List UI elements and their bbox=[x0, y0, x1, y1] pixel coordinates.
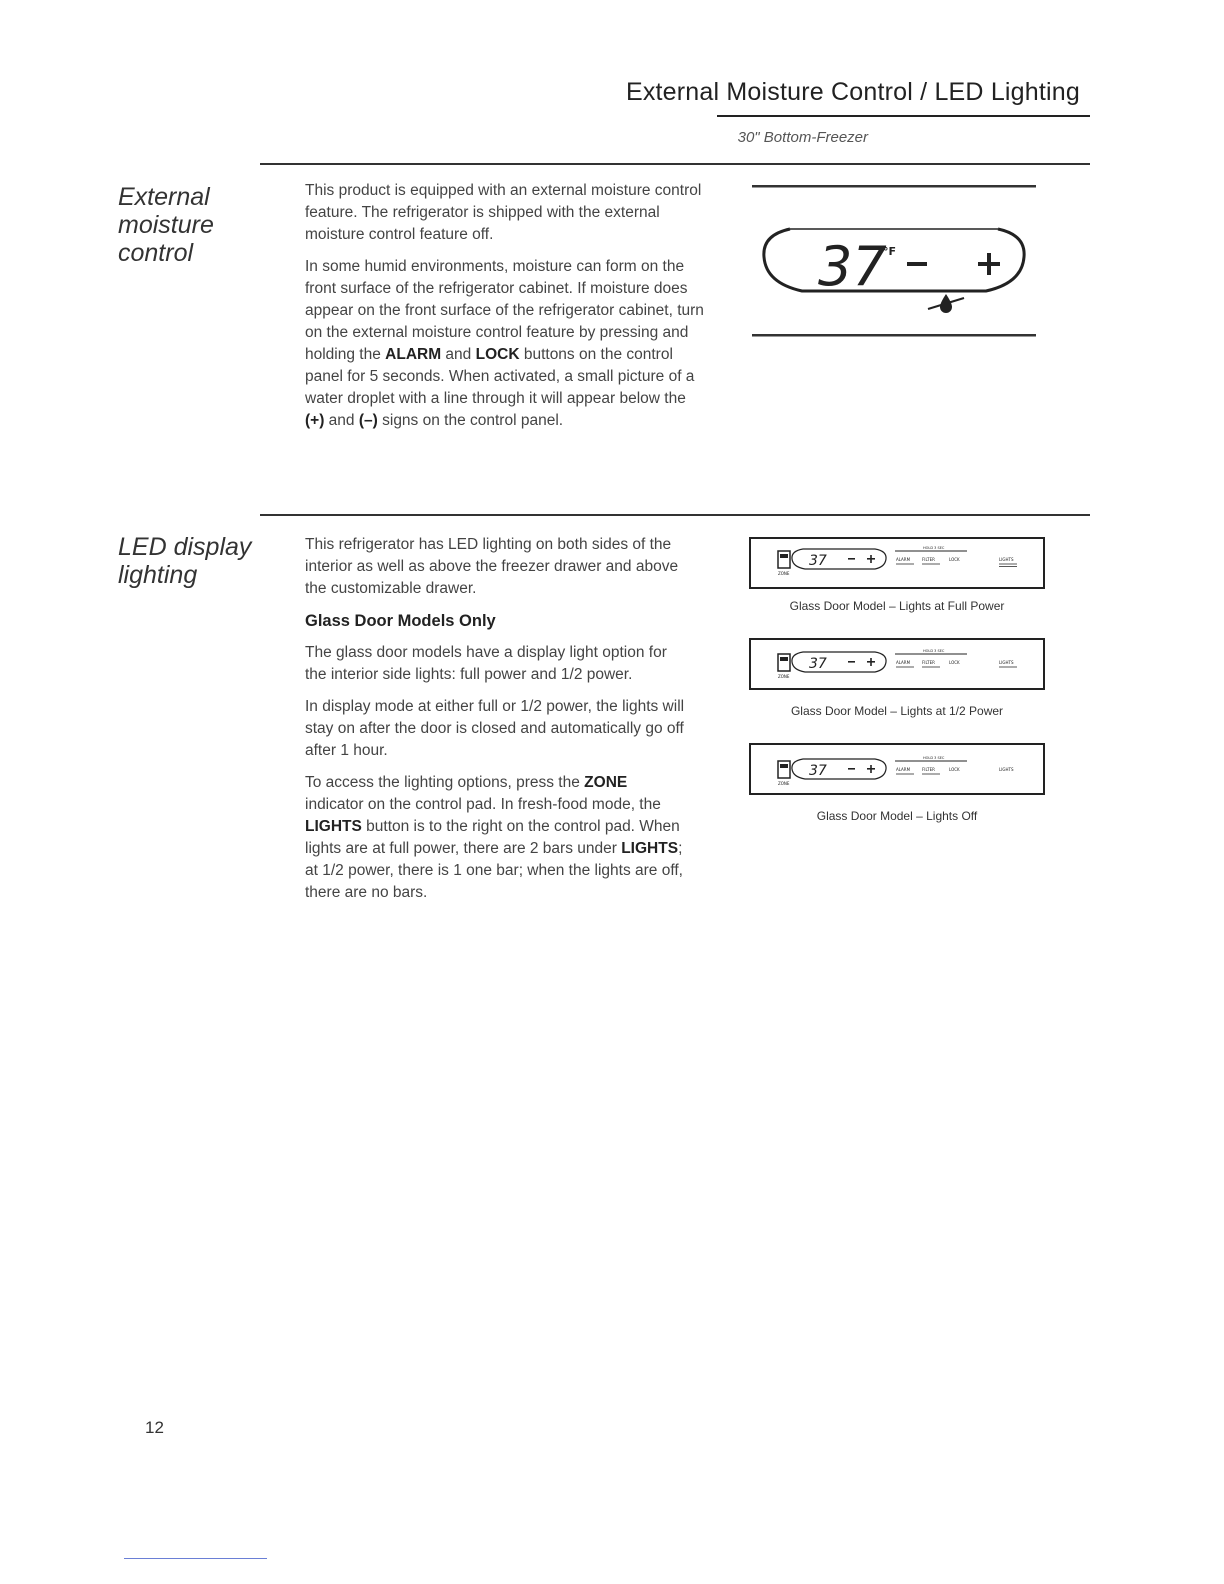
water-droplet-off-icon bbox=[928, 294, 964, 313]
section-divider bbox=[260, 163, 1090, 165]
text-run: and bbox=[441, 346, 476, 363]
filter-label: FILTER bbox=[922, 660, 935, 665]
lock-label: LOCK bbox=[949, 767, 960, 772]
illustration-bottom-rule bbox=[752, 334, 1036, 337]
zone-label: ZONE bbox=[778, 781, 790, 786]
mini-temperature: 37 bbox=[809, 763, 827, 779]
zone-indicator-fill bbox=[780, 764, 788, 768]
mini-minus-icon bbox=[848, 558, 855, 560]
filter-label: FILTER bbox=[922, 767, 935, 772]
illustration-top-rule bbox=[752, 185, 1036, 188]
lock-label: LOCK bbox=[949, 660, 960, 665]
panel-caption: Glass Door Model – Lights Off bbox=[816, 809, 978, 823]
section-body-moisture bbox=[305, 180, 705, 442]
mini-plus-icon bbox=[867, 658, 875, 666]
paragraph: The glass door models have a display light option for the interior side lights: full power and 1/2 power. bbox=[305, 644, 667, 683]
minus-sign-icon bbox=[907, 262, 927, 266]
section-heading-moisture: External moisture control bbox=[118, 183, 214, 267]
text-run: buttons on the control panel for 5 seconds. When activated, a small picture of a water droplet with a line through it will appear below the bbox=[305, 346, 695, 407]
section-divider bbox=[260, 514, 1090, 516]
panel-diagram-svg bbox=[751, 745, 1043, 793]
page-header-title: External Moisture Control / LED Lighting bbox=[625, 78, 1080, 106]
zone-keyword: ZONE bbox=[584, 774, 628, 791]
hold-label: HOLD 3 SEC bbox=[923, 546, 945, 550]
zone-indicator-fill bbox=[780, 657, 788, 661]
lock-label: LOCK bbox=[949, 557, 960, 562]
text-run: ; at 1/2 power, there is 1 one bar; when the lights are off, there are no bars. bbox=[305, 840, 683, 901]
zone-indicator-fill bbox=[780, 554, 788, 558]
zone-indicator-icon bbox=[778, 551, 790, 568]
alarm-label: ALARM bbox=[896, 660, 911, 665]
zone-indicator-icon bbox=[778, 761, 790, 778]
zone-label: ZONE bbox=[778, 571, 790, 576]
mini-minus-icon bbox=[848, 661, 855, 663]
text-run: To access the lighting options, press the bbox=[305, 774, 585, 791]
text-run: In some humid environments, moisture can form on the front surface of the refrigerator cabinet. If moisture does appear on the front surface of the refrigerator cabinet, turn on the external moisture control feature by pressing and holding the bbox=[305, 258, 704, 363]
lights-keyword: LIGHTS bbox=[305, 818, 362, 835]
panel-diagram-svg bbox=[751, 539, 1043, 587]
alarm-keyword: ALARM bbox=[385, 346, 442, 363]
text-run: indicator on the control pad. In fresh-food mode, the bbox=[305, 796, 661, 813]
section-heading-led: LED display lighting bbox=[118, 533, 252, 589]
zone-label: ZONE bbox=[778, 674, 790, 679]
filter-label: FILTER bbox=[922, 557, 935, 562]
alarm-label: ALARM bbox=[896, 557, 911, 562]
zone-indicator-icon bbox=[778, 654, 790, 671]
paragraph bbox=[305, 256, 705, 432]
hold-label: HOLD 3 SEC bbox=[923, 756, 945, 760]
panel-diagram-svg bbox=[751, 640, 1043, 688]
mini-temperature: 37 bbox=[809, 656, 827, 672]
mini-plus-icon bbox=[867, 555, 875, 563]
plus-keyword: (+) bbox=[305, 412, 325, 429]
plus-sign-icon bbox=[978, 253, 1000, 275]
panel-caption: Glass Door Model – Lights at 1/2 Power bbox=[790, 704, 1004, 718]
temperature-unit: °F bbox=[883, 245, 897, 258]
mini-temperature: 37 bbox=[809, 553, 827, 569]
panel-caption: Glass Door Model – Lights at Full Power bbox=[789, 599, 1005, 613]
hold-label: HOLD 3 SEC bbox=[923, 649, 945, 653]
text-run: and bbox=[324, 412, 359, 429]
text-run: button is to the right on the control pad. When lights are at full power, there are 2 bars under bbox=[305, 818, 680, 857]
mini-plus-icon bbox=[867, 765, 875, 773]
panel-diagram-lights-off bbox=[749, 743, 1045, 795]
temperature-readout: 37 bbox=[818, 235, 887, 298]
page-number: 12 bbox=[145, 1418, 164, 1437]
page-header-subtitle: 30" Bottom-Freezer bbox=[737, 129, 868, 146]
mini-minus-icon bbox=[848, 768, 855, 770]
lights-keyword: LIGHTS bbox=[621, 840, 679, 857]
footer-link-underline bbox=[124, 1558, 267, 1559]
panel-diagram-half-power bbox=[749, 638, 1045, 690]
paragraph: In display mode at either full or 1/2 power, the lights will stay on after the door is closed and automatically go off after 1 hour. bbox=[305, 698, 685, 759]
minus-keyword: (–) bbox=[358, 412, 378, 429]
lights-label: LIGHTS bbox=[999, 660, 1014, 665]
lights-label: LIGHTS bbox=[999, 557, 1014, 562]
lights-label: LIGHTS bbox=[999, 767, 1014, 772]
section-body-led bbox=[305, 534, 690, 914]
subheading-glass-door: Glass Door Models Only bbox=[305, 612, 496, 630]
lock-keyword: LOCK bbox=[475, 346, 520, 363]
alarm-label: ALARM bbox=[896, 767, 911, 772]
paragraph: This refrigerator has LED lighting on both sides of the interior as well as above the freezer drawer and above the customizable drawer. bbox=[305, 536, 679, 597]
control-panel-illustration bbox=[752, 183, 1036, 341]
paragraph bbox=[305, 772, 690, 904]
paragraph: This product is equipped with an external moisture control feature. The refrigerator is shipped with the external moisture control feature off. bbox=[305, 182, 702, 243]
panel-diagram-full-power bbox=[749, 537, 1045, 589]
display-bezel bbox=[764, 229, 1024, 291]
text-run: signs on the control panel. bbox=[377, 412, 564, 429]
header-rule bbox=[717, 115, 1090, 117]
